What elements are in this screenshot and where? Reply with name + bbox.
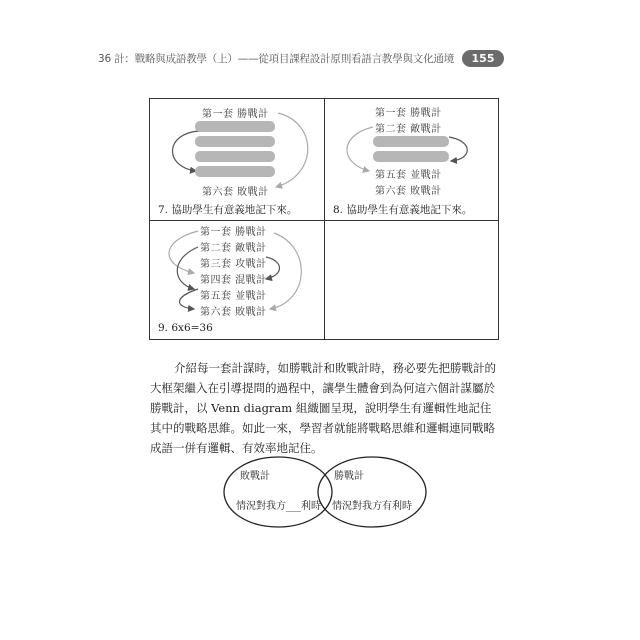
running-header	[60, 46, 504, 72]
tactic-bar	[373, 151, 449, 162]
venn-diagram	[222, 455, 428, 530]
tactic-bar	[373, 136, 449, 147]
tactic-label-sixth: 第六套 敗戰計	[200, 307, 267, 318]
page-number-badge: 155	[462, 50, 504, 67]
tactic-bar	[195, 136, 275, 147]
venn-left-text: 情況對我方___利時	[236, 501, 321, 512]
venn-right-title: 勝戰計	[334, 471, 364, 482]
grid-cell-9	[150, 221, 325, 339]
cell-caption: 7. 協助學生有意義地記下來。	[158, 204, 298, 216]
running-title: 36 計：戰略與成語教學（上）——從項目課程設計原則看語言教學與文化通境	[98, 53, 454, 65]
cell-caption: 9. 6x6=36	[158, 322, 213, 334]
venn-right-text: 情況對我方有利時	[332, 501, 412, 512]
tactic-label-first: 第一套 勝戰計	[375, 108, 442, 119]
tactic-bar	[195, 121, 275, 132]
tactic-label-second: 第二套 敵戰計	[375, 124, 442, 135]
grid-cell-7	[150, 99, 325, 221]
tactic-label-sixth: 第六套 敗戰計	[202, 187, 269, 198]
tactic-label-fifth: 第五套 並戰計	[375, 170, 442, 181]
tactic-label-fourth: 第四套 混戰計	[200, 275, 267, 286]
tactic-label-first: 第一套 勝戰計	[202, 109, 269, 120]
tactic-label-fifth: 第五套 並戰計	[200, 291, 267, 302]
cell-caption: 8. 協助學生有意義地記下來。	[333, 204, 473, 216]
grid-cell-empty	[325, 221, 498, 339]
venn-left-title: 敗戰計	[240, 471, 270, 482]
grid-cell-8	[325, 99, 498, 221]
tactic-bar	[195, 151, 275, 162]
body-paragraph: 介紹每一套計謀時，如勝戰計和敗戰計時，務必要先把勝戰計的大框架繼入在引導提問的過程中，讓學生體會到為何這六個計謀屬於勝戰計，以 Venn diagram 組織圖呈現，說明學生有邏輯性地記住其中的戰略思維。如此一來，學習者就能將戰略思維和邏輯連同戰略成語一併有邏輯、有效率地記住。	[150, 361, 496, 455]
diagram-grid	[149, 98, 499, 340]
tactic-label-third: 第三套 攻戰計	[200, 259, 267, 270]
tactic-label-first: 第一套 勝戰計	[200, 227, 267, 238]
tactic-label-second: 第二套 敵戰計	[200, 243, 267, 254]
tactic-bar	[195, 166, 275, 177]
tactic-label-sixth: 第六套 敗戰計	[375, 186, 442, 197]
